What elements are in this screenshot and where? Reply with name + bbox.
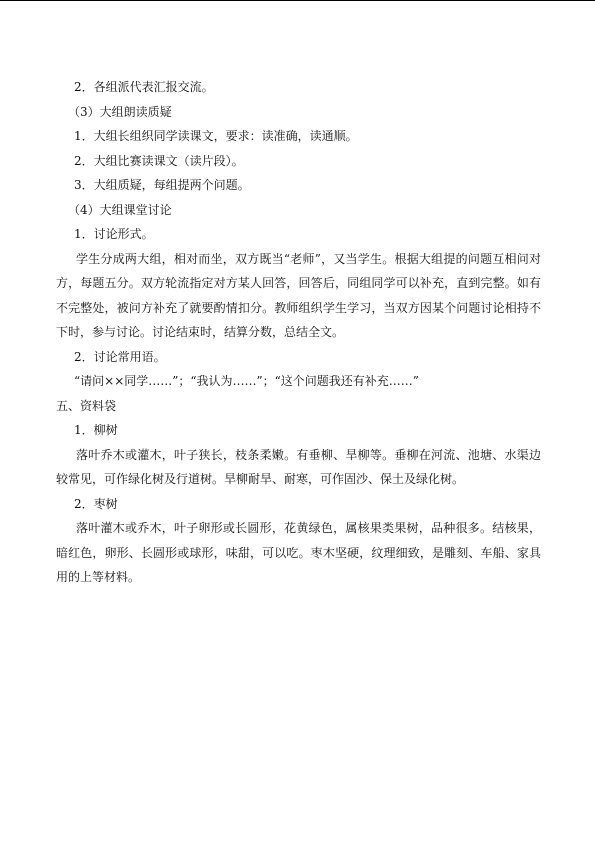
item-read-text: 1．大组长组织同学读课文，要求：读准确，读通顺。: [74, 129, 358, 143]
paragraph-discussion-rules: 学生分成两大组，相对而坐，双方既当“老师”，又当学生。根据大组提的问题互相问对方，每题五分。双方轮流指定对方某人回答，回答后，同组同学可以补充，直到完整。如有不完整处，被问方补充了就要酌情扣分。教师组织学生学习，当双方因某个问题讨论相持不下时，参与讨论。讨论结束时，结算分数，总结全文。: [56, 251, 541, 339]
item-jujube: 2．枣树: [74, 496, 118, 511]
paragraph-jujube: 落叶灌木或乔木，叶子卵形或长圆形，花黄绿色，属核果类果树，品种很多。结核果，暗红色，卵形、长圆形或球形，味甜，可以吃。枣木坚硬，纹理细致，是雕刻、车船、家具用的上等材料。: [56, 521, 541, 584]
heading-class-discussion: （4）大组课堂讨论: [68, 202, 172, 217]
document-body: [56, 75, 541, 590]
common-phrases-text: “请问××同学……”；“我认为……”；“这个问题我还有补充……”: [74, 374, 419, 388]
item-report-exchange: 2．各组派代表汇报交流。: [74, 80, 214, 94]
section-heading-resources: 五、资料袋: [56, 398, 117, 413]
item-common-phrases: 2．讨论常用语。: [74, 349, 166, 364]
page-top-border: [0, 0, 595, 1]
heading-group-reading: （3）大组朗读质疑: [68, 104, 172, 119]
item-discussion-format: 1．讨论形式。: [74, 227, 154, 241]
item-reading-contest: 2．大组比赛读课文（读片段）。: [74, 153, 244, 168]
paragraph-willow: 落叶乔木或灌木，叶子狭长，枝条柔嫩。有垂柳、旱柳等。垂柳在河流、池塘、水渠边较常见，可作绿化树及行道树。旱柳耐旱、耐寒，可作固沙、保土及绿化树。: [56, 447, 541, 486]
item-ask-questions: 3．大组质疑，每组提两个问题。: [74, 178, 250, 192]
item-willow: 1．柳树: [74, 423, 118, 437]
